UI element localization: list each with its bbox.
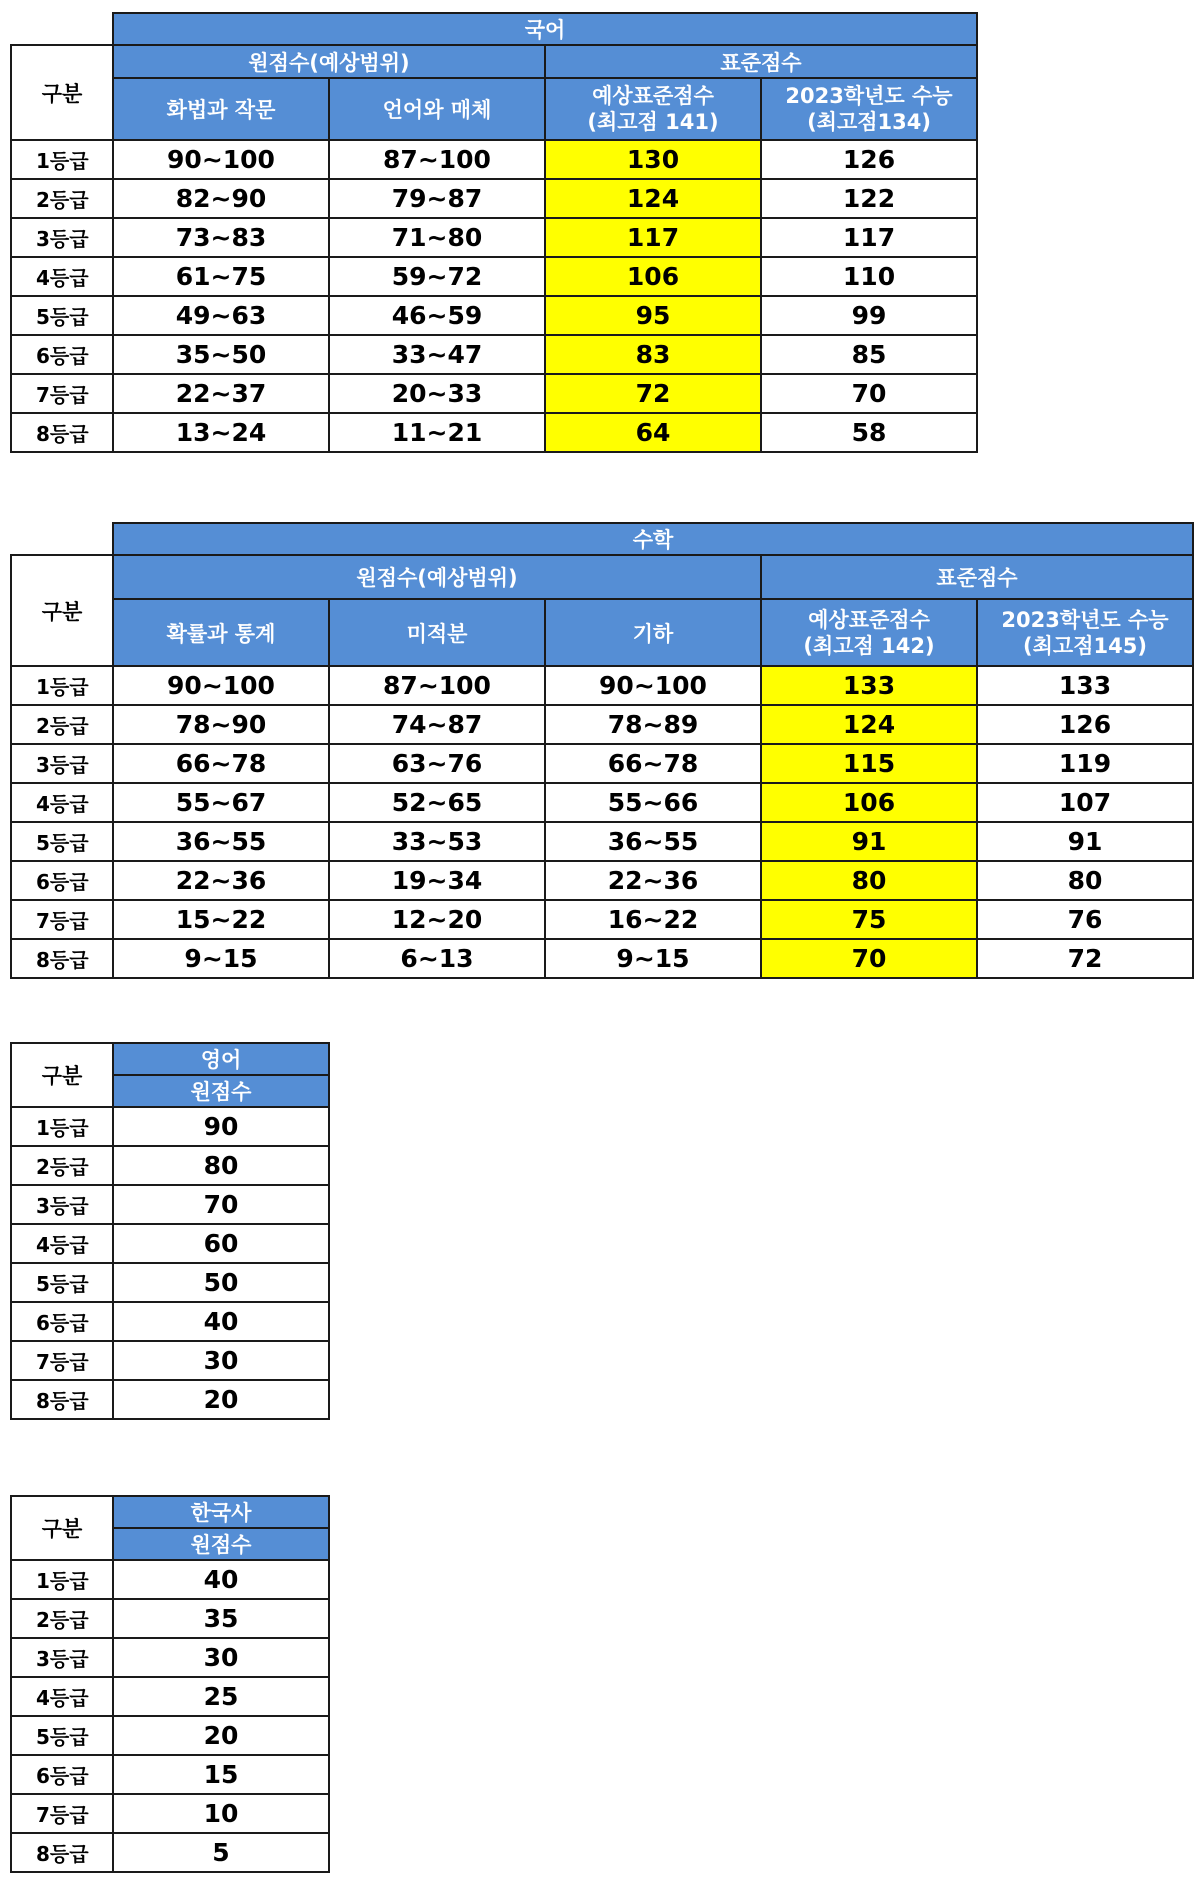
math-cell-c3: 22~36 — [545, 861, 761, 900]
korean-cell-c1: 22~37 — [113, 374, 329, 413]
table-row — [11, 783, 1193, 822]
history-cell-v: 5 — [113, 1833, 329, 1872]
table-row — [11, 939, 1193, 978]
korean-col-expected-std — [545, 78, 761, 140]
korean-title: 국어 — [113, 13, 977, 45]
math-cell-s2: 80 — [977, 861, 1193, 900]
korean-cell-s1: 83 — [545, 335, 761, 374]
math-cell-c2: 52~65 — [329, 783, 545, 822]
korean-col-2023-csat-line1: 2023학년도 수능 — [785, 84, 953, 108]
table-row — [11, 1302, 329, 1341]
korean-cell-s2: 58 — [761, 413, 977, 452]
english-cell-v: 60 — [113, 1224, 329, 1263]
math-cell-c3: 66~78 — [545, 744, 761, 783]
table-row — [11, 1263, 329, 1302]
korean-grade-label: 6등급 — [11, 335, 113, 374]
history-cell-v: 25 — [113, 1677, 329, 1716]
table-row — [11, 861, 1193, 900]
table-row — [11, 744, 1193, 783]
math-grade-label: 3등급 — [11, 744, 113, 783]
korean-cell-c1: 61~75 — [113, 257, 329, 296]
korean-cell-s2: 99 — [761, 296, 977, 335]
korean-cell-c2: 11~21 — [329, 413, 545, 452]
table-row — [11, 374, 977, 413]
math-grade-label: 5등급 — [11, 822, 113, 861]
korean-cell-c2: 59~72 — [329, 257, 545, 296]
english-cell-v: 50 — [113, 1263, 329, 1302]
korean-cell-s1: 64 — [545, 413, 761, 452]
english-cell-v: 80 — [113, 1146, 329, 1185]
table-row — [11, 413, 977, 452]
math-cell-c2: 63~76 — [329, 744, 545, 783]
korean-cell-s2: 122 — [761, 179, 977, 218]
english-grade-label: 7등급 — [11, 1341, 113, 1380]
math-cell-c2: 6~13 — [329, 939, 545, 978]
korean-grade-label: 2등급 — [11, 179, 113, 218]
math-cell-s2: 72 — [977, 939, 1193, 978]
history-grade-label: 7등급 — [11, 1794, 113, 1833]
math-cell-s2: 133 — [977, 666, 1193, 705]
korean-table — [10, 12, 978, 453]
korean-cell-s1: 130 — [545, 140, 761, 179]
history-grade-label: 8등급 — [11, 1833, 113, 1872]
math-col-geometry: 기하 — [545, 599, 761, 666]
korean-cell-c1: 82~90 — [113, 179, 329, 218]
korean-cell-c1: 13~24 — [113, 413, 329, 452]
math-cell-c2: 87~100 — [329, 666, 545, 705]
history-grade-label: 3등급 — [11, 1638, 113, 1677]
english-grade-label: 1등급 — [11, 1107, 113, 1146]
table-row — [11, 900, 1193, 939]
math-cell-c3: 16~22 — [545, 900, 761, 939]
math-cell-c1: 66~78 — [113, 744, 329, 783]
math-cell-c3: 9~15 — [545, 939, 761, 978]
english-raw-score-header: 원점수 — [113, 1075, 329, 1107]
history-cell-v: 15 — [113, 1755, 329, 1794]
english-grade-label: 5등급 — [11, 1263, 113, 1302]
english-grade-label: 2등급 — [11, 1146, 113, 1185]
table-row — [11, 1755, 329, 1794]
math-col-expected-std-line2: (최고점 142) — [803, 633, 935, 658]
table-row — [11, 1146, 329, 1185]
history-cell-v: 20 — [113, 1716, 329, 1755]
table-row — [11, 1716, 329, 1755]
math-table — [10, 522, 1194, 979]
korean-grade-label: 3등급 — [11, 218, 113, 257]
table-row — [11, 1833, 329, 1872]
english-body — [11, 1107, 329, 1419]
math-grade-label: 6등급 — [11, 861, 113, 900]
english-grade-label: 6등급 — [11, 1302, 113, 1341]
korean-cell-s2: 126 — [761, 140, 977, 179]
math-cell-s2: 107 — [977, 783, 1193, 822]
history-grade-label: 5등급 — [11, 1716, 113, 1755]
history-grade-label: 4등급 — [11, 1677, 113, 1716]
korean-col-speech-writing: 화법과 작문 — [113, 78, 329, 140]
table-row — [11, 1677, 329, 1716]
korean-cell-c1: 35~50 — [113, 335, 329, 374]
english-cell-v: 40 — [113, 1302, 329, 1341]
table-row — [11, 1341, 329, 1380]
history-cell-v: 35 — [113, 1599, 329, 1638]
korean-cell-c2: 87~100 — [329, 140, 545, 179]
korean-grade-label: 7등급 — [11, 374, 113, 413]
korean-raw-score-header: 원점수(예상범위) — [113, 45, 545, 78]
math-cell-c1: 55~67 — [113, 783, 329, 822]
table-row — [11, 705, 1193, 744]
english-grade-label: 3등급 — [11, 1185, 113, 1224]
history-body — [11, 1560, 329, 1872]
korean-grade-label: 5등급 — [11, 296, 113, 335]
table-row — [11, 822, 1193, 861]
korean-cell-s1: 117 — [545, 218, 761, 257]
math-col-probability-statistics: 확률과 통계 — [113, 599, 329, 666]
math-cell-c2: 33~53 — [329, 822, 545, 861]
table-row — [11, 179, 977, 218]
math-cell-s2: 76 — [977, 900, 1193, 939]
math-col-2023-csat-line1: 2023학년도 수능 — [1001, 607, 1169, 632]
korean-cell-s1: 124 — [545, 179, 761, 218]
table-row — [11, 1560, 329, 1599]
korean-col-expected-std-line1: 예상표준점수 — [592, 84, 714, 108]
korean-cell-s1: 106 — [545, 257, 761, 296]
korean-cell-c1: 90~100 — [113, 140, 329, 179]
korean-cell-s2: 85 — [761, 335, 977, 374]
korean-cell-s1: 95 — [545, 296, 761, 335]
math-cell-s2: 119 — [977, 744, 1193, 783]
english-gubun-header: 구분 — [11, 1043, 113, 1107]
math-cell-c3: 36~55 — [545, 822, 761, 861]
korean-cell-c2: 46~59 — [329, 296, 545, 335]
math-cell-s1: 106 — [761, 783, 977, 822]
korean-grade-label: 1등급 — [11, 140, 113, 179]
history-grade-label: 6등급 — [11, 1755, 113, 1794]
korean-cell-c1: 49~63 — [113, 296, 329, 335]
korean-cell-s1: 72 — [545, 374, 761, 413]
math-cell-s2: 91 — [977, 822, 1193, 861]
korean-col-2023-csat — [761, 78, 977, 140]
english-cell-v: 30 — [113, 1341, 329, 1380]
korean-col-2023-csat-line2: (최고점134) — [807, 110, 931, 134]
history-grade-label: 2등급 — [11, 1599, 113, 1638]
math-cell-s1: 80 — [761, 861, 977, 900]
korean-grade-label: 8등급 — [11, 413, 113, 452]
english-cell-v: 90 — [113, 1107, 329, 1146]
history-cell-v: 10 — [113, 1794, 329, 1833]
math-col-expected-std-line1: 예상표준점수 — [808, 607, 930, 632]
math-cell-c1: 78~90 — [113, 705, 329, 744]
table-row — [11, 1224, 329, 1263]
math-raw-score-header: 원점수(예상범위) — [113, 555, 761, 599]
table-row — [11, 218, 977, 257]
math-cell-s1: 133 — [761, 666, 977, 705]
math-col-2023-csat-line2: (최고점145) — [1023, 633, 1147, 658]
english-grade-label: 8등급 — [11, 1380, 113, 1419]
korean-cell-c2: 79~87 — [329, 179, 545, 218]
korean-cell-s2: 70 — [761, 374, 977, 413]
math-cell-c1: 90~100 — [113, 666, 329, 705]
korean-gubun-header: 구분 — [11, 45, 113, 140]
math-standard-score-header: 표준점수 — [761, 555, 1193, 599]
history-cell-v: 30 — [113, 1638, 329, 1677]
korean-grade-label: 4등급 — [11, 257, 113, 296]
english-grade-label: 4등급 — [11, 1224, 113, 1263]
korean-cell-c2: 33~47 — [329, 335, 545, 374]
math-cell-s1: 75 — [761, 900, 977, 939]
math-title: 수학 — [113, 523, 1193, 555]
korean-cell-c2: 71~80 — [329, 218, 545, 257]
korean-cell-s2: 110 — [761, 257, 977, 296]
history-cell-v: 40 — [113, 1560, 329, 1599]
korean-cell-c2: 20~33 — [329, 374, 545, 413]
math-cell-c1: 9~15 — [113, 939, 329, 978]
korean-body — [11, 140, 977, 452]
table-row — [11, 1107, 329, 1146]
math-col-expected-std — [761, 599, 977, 666]
math-col-calculus: 미적분 — [329, 599, 545, 666]
math-cell-s2: 126 — [977, 705, 1193, 744]
korean-corner — [11, 13, 113, 45]
history-title: 한국사 — [113, 1496, 329, 1528]
math-cell-s1: 124 — [761, 705, 977, 744]
math-grade-label: 8등급 — [11, 939, 113, 978]
math-cell-c2: 19~34 — [329, 861, 545, 900]
math-cell-s1: 115 — [761, 744, 977, 783]
table-row — [11, 335, 977, 374]
math-cell-c1: 22~36 — [113, 861, 329, 900]
table-row — [11, 296, 977, 335]
english-cell-v: 20 — [113, 1380, 329, 1419]
table-row — [11, 1599, 329, 1638]
table-row — [11, 1794, 329, 1833]
english-title: 영어 — [113, 1043, 329, 1075]
table-row — [11, 140, 977, 179]
math-cell-c3: 90~100 — [545, 666, 761, 705]
math-cell-c2: 74~87 — [329, 705, 545, 744]
history-gubun-header: 구분 — [11, 1496, 113, 1560]
table-row — [11, 666, 1193, 705]
korean-col-expected-std-line2: (최고점 141) — [587, 110, 719, 134]
math-corner — [11, 523, 113, 555]
table-row — [11, 1185, 329, 1224]
math-grade-label: 2등급 — [11, 705, 113, 744]
english-cell-v: 70 — [113, 1185, 329, 1224]
table-row — [11, 1380, 329, 1419]
math-cell-c2: 12~20 — [329, 900, 545, 939]
history-grade-label: 1등급 — [11, 1560, 113, 1599]
table-row — [11, 1638, 329, 1677]
math-cell-s1: 70 — [761, 939, 977, 978]
history-table — [10, 1495, 330, 1873]
table-row — [11, 257, 977, 296]
math-col-2023-csat — [977, 599, 1193, 666]
math-cell-c3: 78~89 — [545, 705, 761, 744]
history-raw-score-header: 원점수 — [113, 1528, 329, 1560]
korean-cell-c1: 73~83 — [113, 218, 329, 257]
math-grade-label: 7등급 — [11, 900, 113, 939]
math-cell-s1: 91 — [761, 822, 977, 861]
math-grade-label: 1등급 — [11, 666, 113, 705]
math-gubun-header: 구분 — [11, 555, 113, 666]
math-cell-c1: 36~55 — [113, 822, 329, 861]
korean-col-language-media: 언어와 매체 — [329, 78, 545, 140]
math-grade-label: 4등급 — [11, 783, 113, 822]
korean-cell-s2: 117 — [761, 218, 977, 257]
math-cell-c1: 15~22 — [113, 900, 329, 939]
math-cell-c3: 55~66 — [545, 783, 761, 822]
korean-standard-score-header: 표준점수 — [545, 45, 977, 78]
english-table — [10, 1042, 330, 1420]
math-body — [11, 666, 1193, 978]
